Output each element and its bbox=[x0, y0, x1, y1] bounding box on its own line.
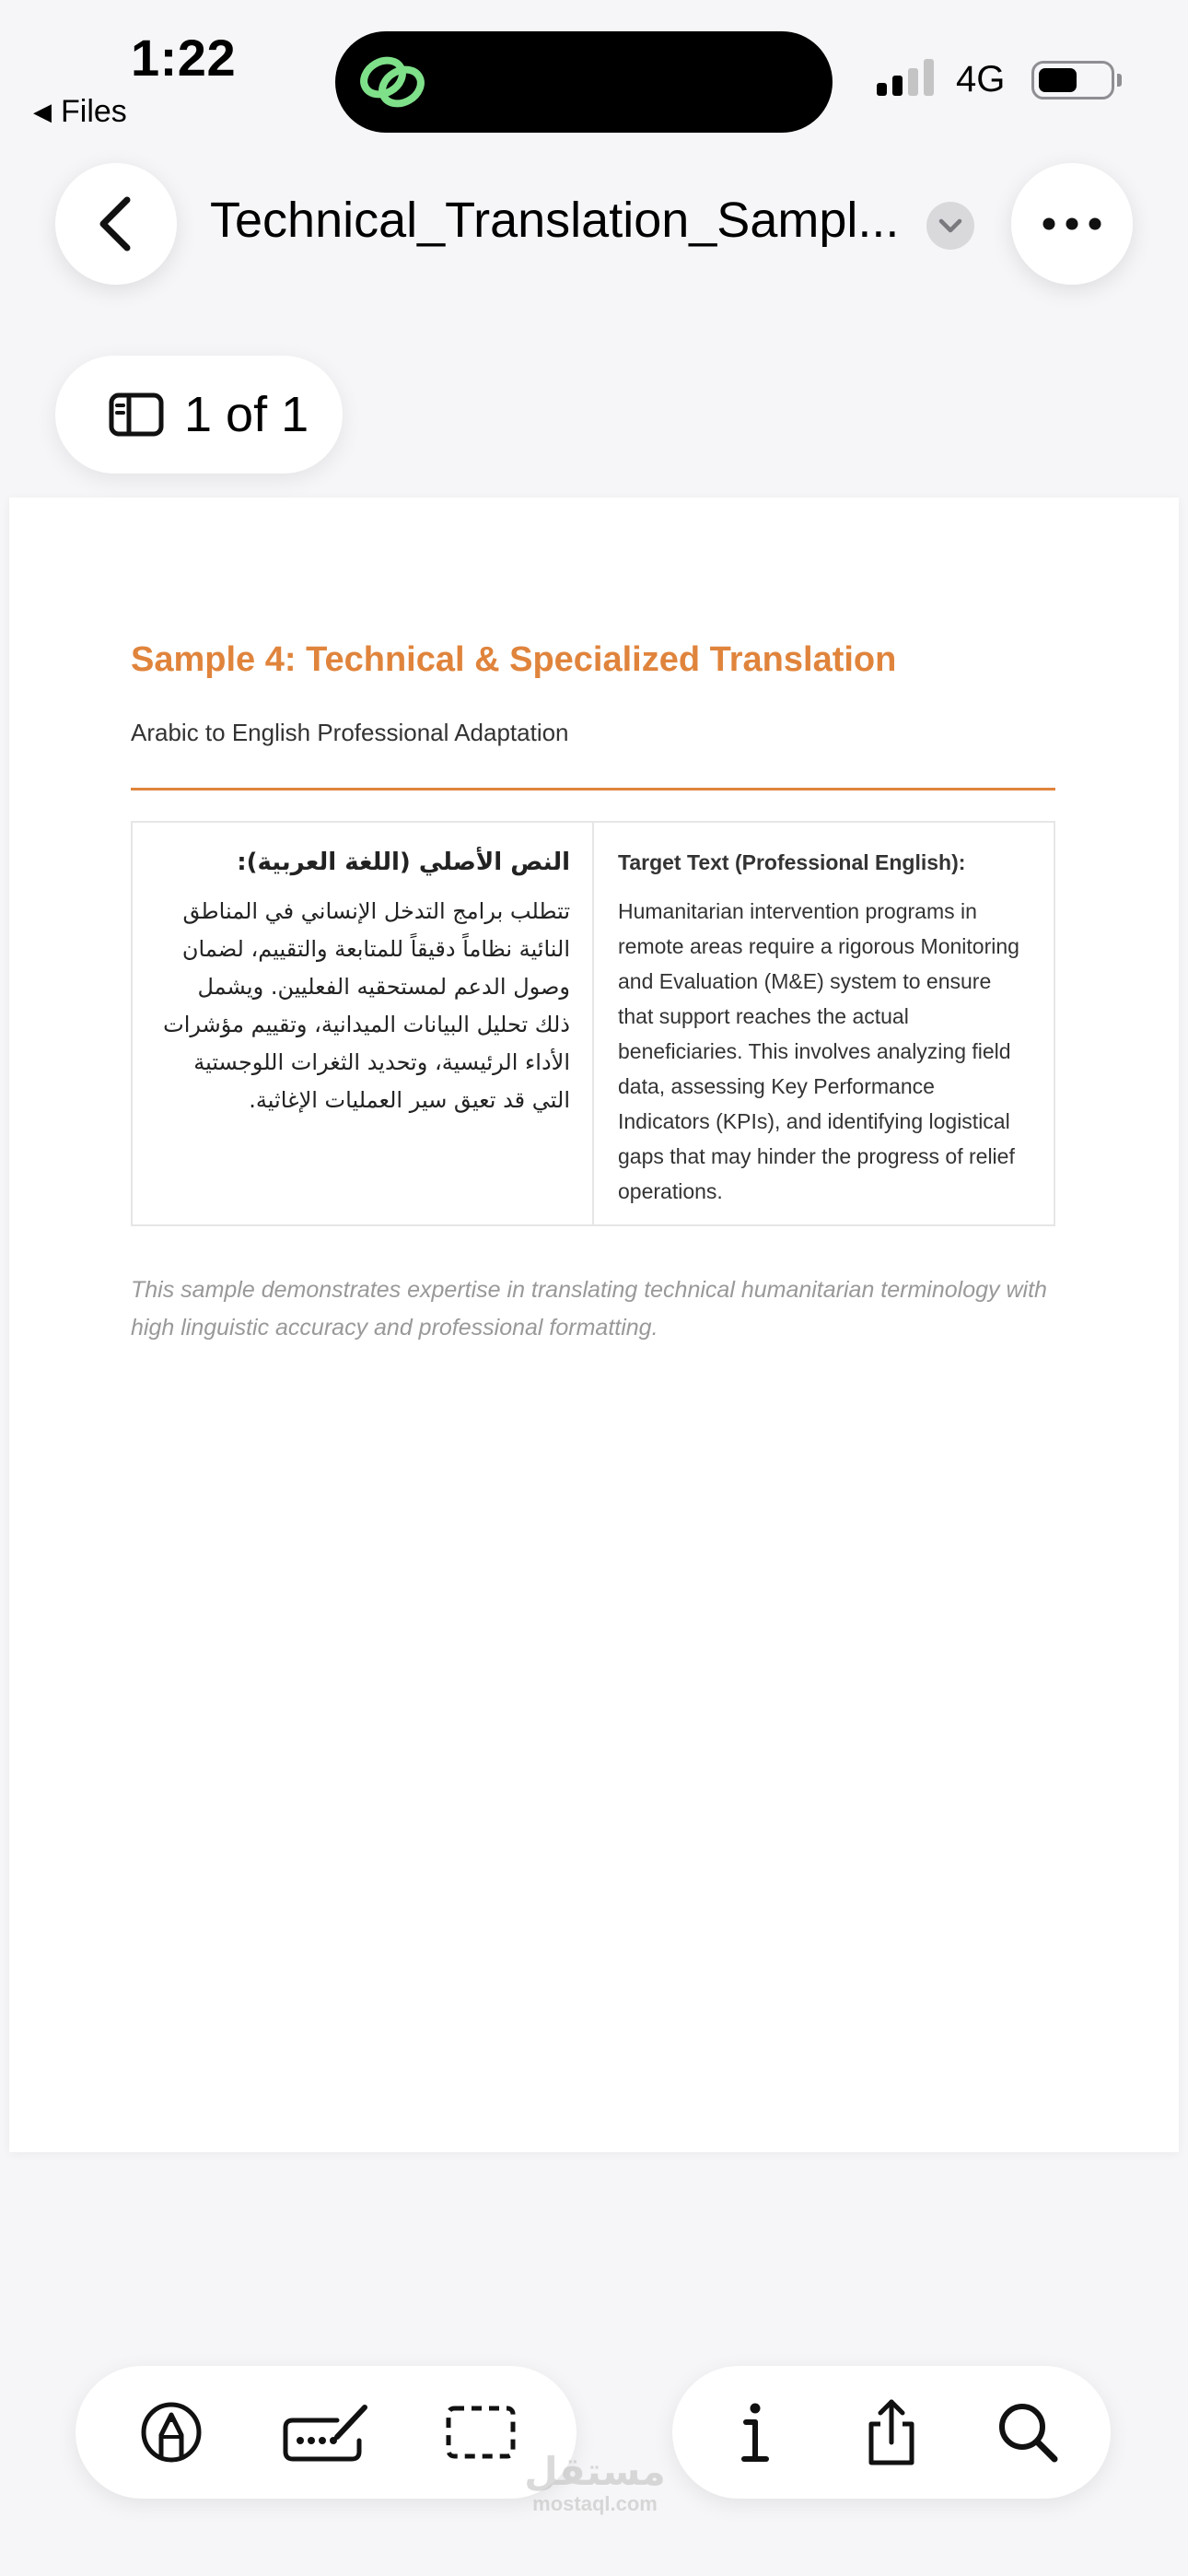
back-triangle-icon: ◀ bbox=[33, 98, 52, 125]
status-time: 1:22 bbox=[131, 29, 237, 87]
link-icon bbox=[355, 52, 429, 112]
back-button[interactable] bbox=[55, 163, 177, 285]
sidebar-icon bbox=[109, 392, 164, 437]
autofill-icon bbox=[280, 2400, 372, 2465]
watermark-arabic: مستقل bbox=[524, 2449, 666, 2494]
target-heading: Target Text (Professional English): bbox=[618, 850, 966, 874]
battery-icon bbox=[1031, 61, 1114, 100]
share-button[interactable] bbox=[841, 2382, 942, 2483]
more-button[interactable] bbox=[1011, 163, 1133, 285]
select-button[interactable] bbox=[430, 2382, 531, 2483]
autofill-button[interactable] bbox=[275, 2382, 377, 2483]
target-body: Humanitarian intervention programs in remote areas require a rigorous Monitoring and Evaluation (M&E) system to ensure that support reaches the actual beneficiaries. This involves analyzing field data, assessing Key Performance Indicators (KPIs), and identifying logistical gaps that may hinder the progress of relief operations. bbox=[618, 899, 1019, 1203]
sample-footnote: This sample demonstrates expertise in translating technical humanitarian terminology with high linguistic accuracy and professional formatting. bbox=[131, 1277, 1047, 1341]
translation-table bbox=[131, 821, 1055, 1226]
page-indicator-button[interactable] bbox=[55, 356, 343, 474]
chevron-left-icon bbox=[94, 194, 138, 253]
battery-level bbox=[1039, 68, 1077, 92]
dynamic-island[interactable] bbox=[335, 31, 833, 133]
actions-toolbar bbox=[672, 2366, 1111, 2499]
target-text-column bbox=[594, 823, 1054, 1224]
watermark-logo bbox=[521, 2451, 669, 2515]
markup-button[interactable] bbox=[121, 2382, 222, 2483]
divider-line bbox=[131, 788, 1055, 790]
back-app-label: Files bbox=[61, 94, 127, 129]
search-icon bbox=[996, 2401, 1059, 2464]
back-to-files-button[interactable] bbox=[33, 94, 127, 130]
document-title[interactable]: Technical_Translation_Sampl... bbox=[210, 193, 900, 248]
page-indicator-label: 1 of 1 bbox=[184, 387, 309, 442]
chevron-down-icon bbox=[938, 217, 962, 234]
source-heading: النص الأصلي (اللغة العربية): bbox=[237, 849, 570, 876]
network-type: 4G bbox=[956, 59, 1006, 100]
share-icon bbox=[864, 2398, 919, 2466]
source-text-column bbox=[133, 823, 594, 1224]
source-body: تتطلب برامج التدخل الإنساني في المناطق النائية نظاماً دقيقاً للمتابعة والتقييم، لضمان وصول الدعم لمستحقيه الفعليين. ويشمل ذلك تحليل البيانات الميدانية، وتقييم مؤشرات الأداء الرئيسية، وتحديد الثغرات اللوجستية التي قد تعيق سير العمليات الإغاثية. bbox=[163, 898, 570, 1113]
info-icon bbox=[737, 2402, 774, 2463]
select-icon bbox=[445, 2405, 517, 2460]
info-button[interactable] bbox=[705, 2382, 806, 2483]
cellular-signal-icon bbox=[877, 59, 934, 96]
markup-icon bbox=[139, 2400, 204, 2465]
markup-toolbar bbox=[76, 2366, 577, 2499]
more-icon bbox=[1042, 217, 1101, 230]
title-menu-button[interactable] bbox=[926, 202, 974, 250]
sample-title: Sample 4: Technical & Specialized Translation bbox=[131, 640, 897, 679]
watermark-latin: mostaql.com bbox=[532, 2492, 658, 2515]
document-page[interactable] bbox=[9, 498, 1179, 2152]
search-button[interactable] bbox=[977, 2382, 1078, 2483]
sample-subtitle: Arabic to English Professional Adaptation bbox=[131, 719, 569, 746]
